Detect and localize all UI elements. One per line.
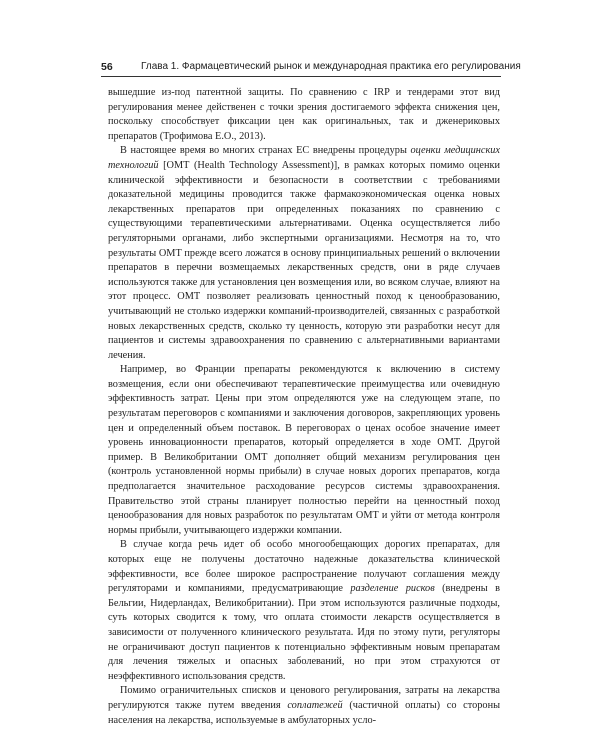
paragraph-1-text: вышедшие из-под патентной защиты. По сравнению с IRP и тендерами этот вид регулирования менее действенен с точки зрения достигаемого эффекта снижения цен, поскольку способствует фиксации цен как оригинальных, так и дженериковых препаратов (Трофимова Е.О., 2013). [108,87,500,142]
chapter-title: Глава 1. Фармацевтический рынок и международная практика его регулирования [141,61,521,72]
paragraph-5 [108,684,500,728]
paragraph-5-text: Помимо ограничительных списков и ценового регулирования, затраты на лекарства регулируются также путем введения [108,685,500,711]
paragraph-5-italic: соплатежей [287,699,343,711]
body-text [108,86,500,728]
header-rule [101,76,501,77]
paragraph-4-text: В случае когда речь идет об особо многообещающих дорогих препаратах, для которых еще не получены достаточно надежные доказательства клинической эффективности, все более широкое распространение получают соглашения между регуляторами и компаниями, предусматривающие [108,539,500,595]
paragraph-2-italic: оценки медицинских технологий [108,145,500,171]
paragraph-5-text-end: (частичной оплаты) со стороны населения на лекарства, используемые в амбулаторных усло- [108,699,500,726]
paragraph-4 [108,538,500,684]
paragraph-2-text-end: [ОМТ (Health Technology Assessment)], в рамках которых помимо оценки клинической эффективности и безопасности в соответствии с требованиями доказательной медицины проводится также фармакоэкономическая оценка новых лекарственных препаратов при определенных показаниях по сравнению с существующими терапевтическими альтернативами. Оценка осуществляется либо регуляторными органами, либо экспертными организациями. Несмотря на то, что результаты ОМТ прежде всего ложатся в основу принципиальных решений о включении препаратов в перечни возмещаемых лекарственных средств, они в ряде случаев используются также для установления цен возмещения или, во всяком случае, влияют на этот процесс. ОМТ позволяет реализовать ценностный поход к ценообразованию, учитывающий не столько издержки компаний-производителей, связанных с разработкой новых лекарственных средств, сколько ту ценность, которую эти разработки несут для пациентов и системы здравоохранения по сравнению с альтернативными вариантами лечения. [108,159,500,361]
paragraph-3-text: Например, во Франции препараты рекомендуются к включению в систему возмещения, если они обеспечивают терапевтические преимущества или очевидную эффективность затрат. Цены при этом определяются уже на следующем этапе, по результатам переговоров с компаниями и заключения договоров, закрепляющих уровень цен и определенный объем поставок. В переговорах о ценах особое значение имеет уровень инновационности препаратов, который определяется в ходе ОМТ. Другой пример. В Великобритании ОМТ дополняет общий механизм регулирования цен (контроль установленной нормы прибыли) в случае новых дорогих препаратов, когда предполагается значительное расходование ресурсов системы здравоохранения. Правительство этой страны планирует полностью перейти на ценностный поход ценообразования для новых разработок по результатам ОМТ и уйти от метода контроля нормы прибыли, учитывающего издержки компании. [108,364,500,536]
paragraph-4-text-end: (внедрены в Бельгии, Нидерландах, Великобритании). При этом используются различные подходы, суть которых сводится к тому, что оплата стоимости лекарств осуществляется в зависимости от полученного клинического результата. Идя по этому пути, регуляторы не ограничивают доступ пациентов к потенциально эффективным новым препаратам для лечения тяжелых и опасных заболеваний, но при этом страхуются от неэффективного использования средств. [108,583,500,682]
paragraph-1 [108,86,500,144]
paragraph-2-text: В настоящее время во многих странах ЕС внедрены процедуры [120,145,411,157]
paragraph-2 [108,144,500,363]
page-number: 56 [101,61,113,73]
paragraph-3 [108,363,500,538]
paragraph-4-italic: разделение рисков [350,583,435,595]
